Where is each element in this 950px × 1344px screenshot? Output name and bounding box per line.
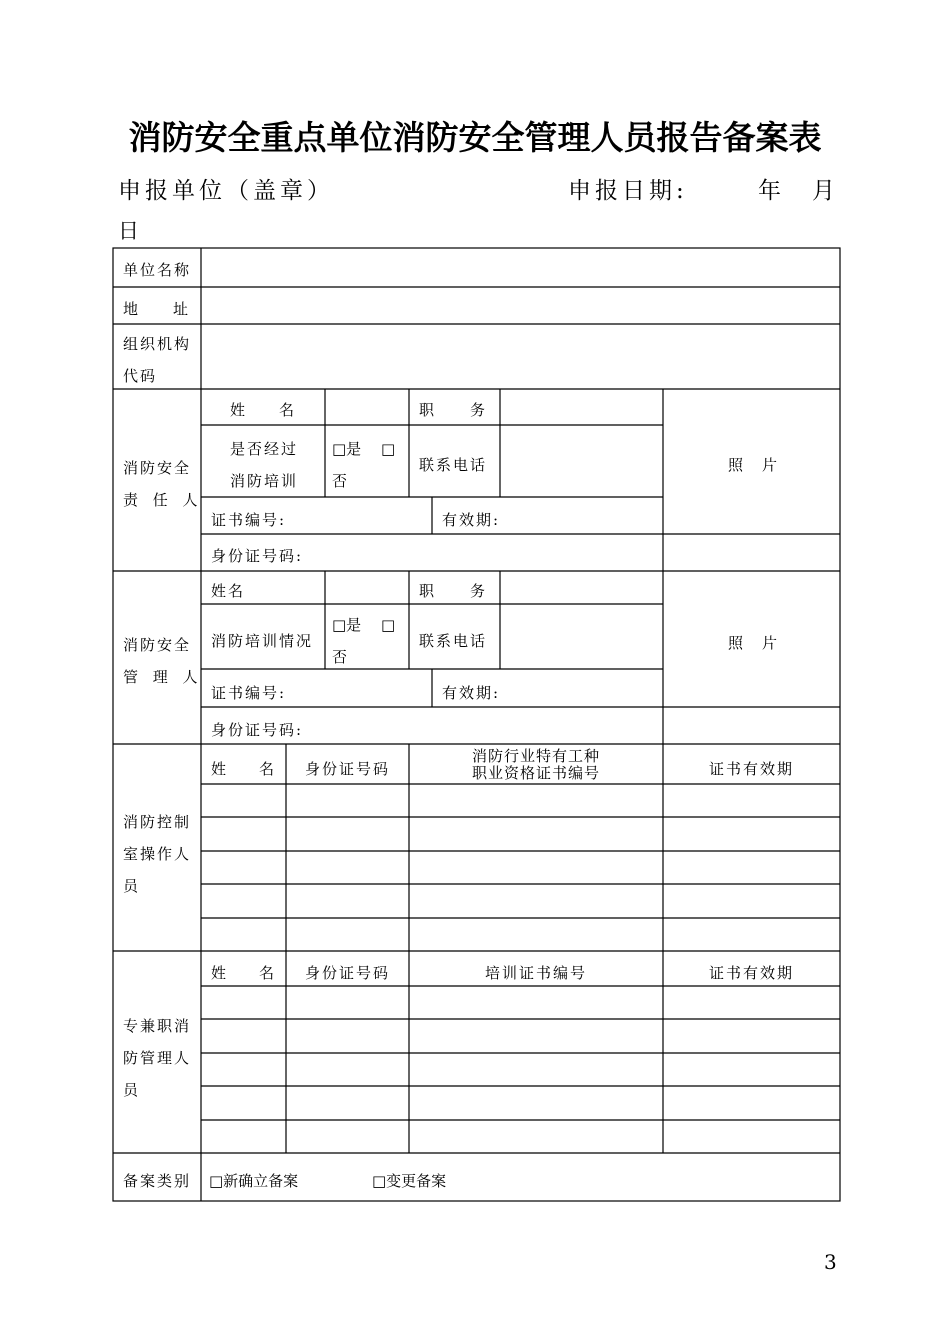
year-label: 年	[758, 178, 785, 204]
responsible-name-label-2: 名	[279, 401, 297, 419]
responsible-label-1: 消防安全	[123, 459, 192, 477]
manager-valid-label: 有效期:	[442, 684, 501, 702]
category-change-checkbox[interactable]: □变更备案	[372, 1172, 447, 1190]
control-col-qualification-line-2: 职业资格证书编号	[471, 764, 600, 782]
address-label-1: 地	[123, 300, 141, 318]
staff-label-2: 防管理人	[123, 1049, 192, 1067]
responsible-label-2: 责 任 人	[123, 491, 203, 509]
responsible-cert-label: 证书编号:	[211, 511, 287, 529]
staff-col-name-2: 名	[259, 964, 277, 982]
form-title: 消防安全重点单位消防安全管理人员报告备案表	[128, 118, 822, 157]
manager-cert-label: 证书编号:	[211, 684, 287, 702]
responsible-duty-label-2: 务	[470, 401, 488, 419]
control-col-qualification-line-1: 消防行业特有工种	[471, 747, 600, 765]
applicant-unit-label: 申报单位（盖章）	[118, 178, 334, 204]
responsible-valid-label: 有效期:	[442, 511, 501, 529]
manager-training-label: 消防培训情况	[211, 632, 314, 650]
manager-photo-label-1: 照	[728, 634, 746, 652]
manager-photo-label-2: 片	[762, 634, 780, 652]
apply-date-label: 申报日期:	[568, 178, 688, 204]
staff-col-cert: 培训证书编号	[484, 964, 587, 982]
manager-yes-no-2: 否	[332, 648, 350, 666]
manager-id-label: 身份证号码:	[211, 721, 304, 739]
responsible-trained-label-1: 是否经过	[230, 440, 299, 458]
control-room-label-2: 室操作人	[123, 845, 192, 863]
control-col-qualification	[409, 748, 663, 782]
responsible-name-label-1: 姓	[230, 401, 248, 419]
day-label: 日	[118, 219, 139, 243]
responsible-yes-no-2: 否	[332, 472, 350, 490]
staff-col-name-1: 姓	[211, 964, 229, 982]
org-code-label-1: 组织机构	[123, 335, 192, 353]
address-label-2: 址	[173, 300, 191, 318]
page-number: 3	[824, 1250, 837, 1274]
category-new-checkbox[interactable]: □新确立备案	[209, 1172, 299, 1190]
responsible-yes-no-1: □是 □	[332, 440, 396, 458]
manager-label-1: 消防安全	[123, 636, 192, 654]
responsible-trained-label-2: 消防培训	[230, 472, 299, 490]
manager-yes-no-1: □是 □	[332, 616, 396, 634]
manager-label-2: 管 理 人	[123, 668, 203, 686]
manager-duty-label-2: 务	[470, 582, 488, 600]
month-label: 月	[812, 178, 839, 204]
manager-name-label: 姓名	[211, 582, 246, 600]
responsible-id-label: 身份证号码:	[211, 547, 304, 565]
manager-phone-label: 联系电话	[419, 632, 488, 650]
responsible-photo-label-2: 片	[762, 456, 780, 474]
control-col-valid: 证书有效期	[708, 760, 794, 778]
org-code-label-2: 代码	[123, 367, 158, 385]
staff-label-1: 专兼职消	[123, 1017, 192, 1035]
responsible-duty-label-1: 职	[419, 401, 437, 419]
control-col-name-1: 姓	[211, 760, 229, 778]
responsible-photo-label-1: 照	[728, 456, 746, 474]
staff-label-3: 员	[123, 1081, 141, 1099]
staff-col-id: 身份证号码	[304, 964, 390, 982]
staff-col-valid: 证书有效期	[708, 964, 794, 982]
control-room-label-3: 员	[123, 877, 141, 895]
responsible-phone-label: 联系电话	[419, 456, 488, 474]
unit-name-label: 单位名称	[123, 261, 192, 279]
manager-duty-label-1: 职	[419, 582, 437, 600]
control-col-name-2: 名	[259, 760, 277, 778]
control-col-id: 身份证号码	[304, 760, 390, 778]
category-label: 备案类别	[123, 1172, 192, 1190]
control-room-label-1: 消防控制	[123, 813, 192, 831]
